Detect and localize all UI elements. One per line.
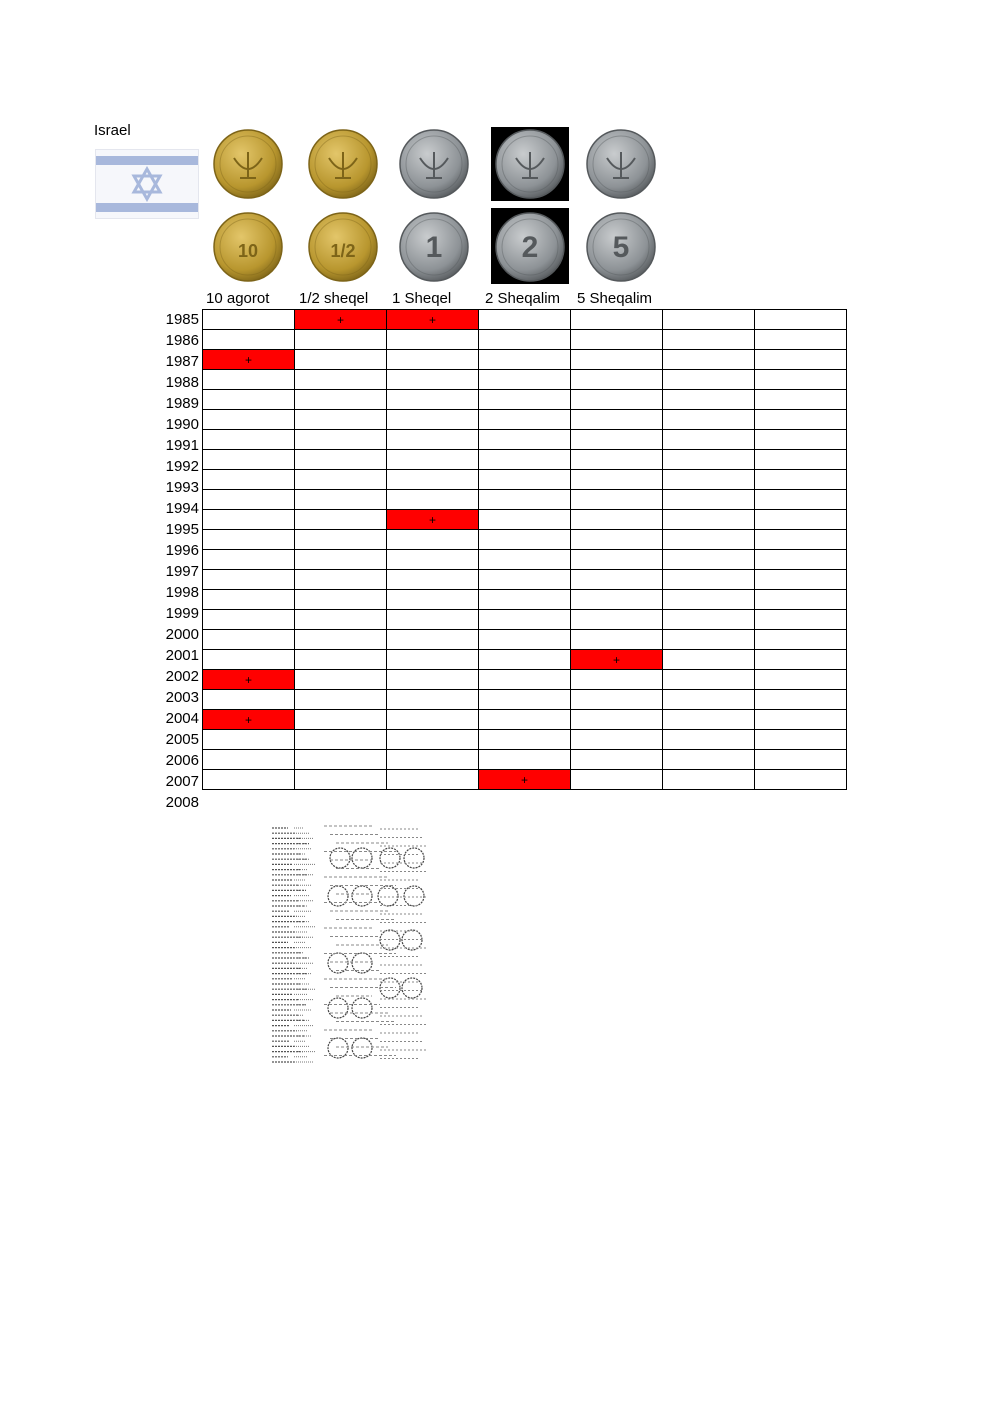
grid-cell <box>755 410 847 430</box>
grid-cell <box>663 750 755 770</box>
grid-cell <box>203 590 295 610</box>
year-label: 1988 <box>165 374 199 391</box>
table-row <box>203 730 847 750</box>
grid-cell <box>295 630 387 650</box>
grid-cell <box>203 690 295 710</box>
grid-cell <box>755 530 847 550</box>
table-row <box>203 710 847 730</box>
year-label: 1987 <box>165 353 199 370</box>
year-coin-grid <box>202 309 847 790</box>
grid-cell <box>479 370 571 390</box>
table-row <box>203 390 847 410</box>
grid-cell <box>571 370 663 390</box>
grid-cell <box>387 490 479 510</box>
grid-cell <box>479 350 571 370</box>
grid-cell <box>387 530 479 550</box>
grid-cell <box>663 390 755 410</box>
coin-reverse-icon <box>307 211 379 283</box>
grid-cell <box>571 770 663 790</box>
grid-cell <box>295 570 387 590</box>
grid-cell <box>203 410 295 430</box>
marked-cell: + <box>571 650 663 670</box>
grid-cell <box>295 590 387 610</box>
grid-cell <box>755 390 847 410</box>
grid-cell <box>755 450 847 470</box>
year-label: 1996 <box>165 542 199 559</box>
year-label: 1990 <box>165 416 199 433</box>
table-row <box>203 670 847 690</box>
year-label: 1985 <box>165 311 199 328</box>
grid-cell <box>663 470 755 490</box>
year-label: 1995 <box>165 521 199 538</box>
grid-cell <box>479 710 571 730</box>
grid-cell <box>755 750 847 770</box>
table-row <box>203 470 847 490</box>
grid-cell <box>571 350 663 370</box>
grid-cell <box>295 390 387 410</box>
grid-cell <box>571 530 663 550</box>
coin-denomination-text: 2 <box>521 231 539 264</box>
grid-cell <box>387 550 479 570</box>
grid-cell <box>755 690 847 710</box>
grid-cell <box>571 490 663 510</box>
coin-reverse-icon <box>212 211 284 283</box>
grid-cell <box>571 390 663 410</box>
grid-cell <box>663 490 755 510</box>
grid-cell <box>479 590 571 610</box>
year-label: 2000 <box>165 626 199 643</box>
grid-cell <box>203 490 295 510</box>
year-label: 1994 <box>165 500 199 517</box>
table-row <box>203 630 847 650</box>
grid-cell <box>295 490 387 510</box>
grid-cell <box>387 450 479 470</box>
marked-cell: + <box>479 770 571 790</box>
column-header: 1/2 sheqel <box>299 290 369 307</box>
grid-cell <box>387 750 479 770</box>
israel-flag-icon <box>95 149 199 219</box>
grid-cell <box>755 310 847 330</box>
year-label: 1997 <box>165 563 199 580</box>
grid-cell <box>203 650 295 670</box>
grid-cell <box>663 310 755 330</box>
grid-cell <box>387 330 479 350</box>
grid-cell <box>203 530 295 550</box>
grid-cell <box>663 630 755 650</box>
year-label: 1991 <box>165 437 199 454</box>
grid-cell <box>663 570 755 590</box>
grid-cell <box>663 530 755 550</box>
grid-cell <box>571 510 663 530</box>
grid-cell <box>295 610 387 630</box>
grid-cell <box>663 430 755 450</box>
grid-cell <box>387 770 479 790</box>
year-label: 1986 <box>165 332 199 349</box>
table-row <box>203 350 847 370</box>
table-row <box>203 690 847 710</box>
column-header: 1 Sheqel <box>392 290 452 307</box>
grid-cell <box>479 490 571 510</box>
grid-cell <box>663 610 755 630</box>
table-row <box>203 770 847 790</box>
marked-cell: + <box>387 310 479 330</box>
grid-cell <box>663 590 755 610</box>
grid-cell <box>755 330 847 350</box>
grid-cell <box>203 610 295 630</box>
grid-cell <box>755 590 847 610</box>
grid-cell <box>663 510 755 530</box>
grid-cell <box>571 630 663 650</box>
table-row <box>203 370 847 390</box>
grid-cell <box>571 670 663 690</box>
marked-cell: + <box>295 310 387 330</box>
grid-cell <box>203 370 295 390</box>
coin-reverse-icon <box>398 211 470 283</box>
grid-cell <box>203 330 295 350</box>
year-label: 2008 <box>165 794 199 811</box>
table-row <box>203 310 847 330</box>
grid-cell <box>571 690 663 710</box>
grid-cell <box>295 750 387 770</box>
grid-cell <box>295 410 387 430</box>
year-label: 1999 <box>165 605 199 622</box>
grid-cell <box>387 690 479 710</box>
grid-cell <box>203 730 295 750</box>
lily-icon <box>398 128 470 200</box>
grid-cell <box>755 670 847 690</box>
table-row <box>203 490 847 510</box>
grid-cell <box>387 710 479 730</box>
grid-cell <box>571 610 663 630</box>
table-row <box>203 330 847 350</box>
column-header: 5 Sheqalim <box>577 290 653 307</box>
coin-denomination-text: 10 <box>237 241 259 261</box>
grid-cell <box>203 570 295 590</box>
table-row <box>203 550 847 570</box>
grid-cell <box>479 510 571 530</box>
year-label: 2001 <box>165 647 199 664</box>
grid-cell <box>387 470 479 490</box>
grid-cell <box>571 470 663 490</box>
grid-cell <box>571 310 663 330</box>
table-row <box>203 450 847 470</box>
marked-cell: + <box>203 710 295 730</box>
table-row <box>203 610 847 630</box>
grid-cell <box>571 750 663 770</box>
year-label: 1993 <box>165 479 199 496</box>
grid-cell <box>755 610 847 630</box>
coin-reverse-icon <box>494 211 566 283</box>
grid-cell <box>387 730 479 750</box>
horns-icon <box>494 128 566 200</box>
grid-cell <box>479 630 571 650</box>
grid-cell <box>663 690 755 710</box>
grid-cell <box>663 550 755 570</box>
grid-cell <box>295 530 387 550</box>
grid-cell <box>755 550 847 570</box>
grid-cell <box>479 310 571 330</box>
grid-cell <box>479 610 571 630</box>
grid-cell <box>755 710 847 730</box>
table-row <box>203 510 847 530</box>
grid-cell <box>203 750 295 770</box>
table-row <box>203 410 847 430</box>
grid-cell <box>295 550 387 570</box>
grid-cell <box>571 330 663 350</box>
year-label: 1989 <box>165 395 199 412</box>
marked-cell: + <box>387 510 479 530</box>
grid-cell <box>387 430 479 450</box>
coin-denomination-text: 1 <box>425 231 443 264</box>
column-header: 2 Sheqalim <box>485 290 561 307</box>
table-row <box>203 570 847 590</box>
country-title: Israel <box>94 122 131 139</box>
grid-cell <box>755 470 847 490</box>
grid-cell <box>203 770 295 790</box>
year-label: 2007 <box>165 773 199 790</box>
grid-cell <box>479 730 571 750</box>
grid-cell <box>663 710 755 730</box>
grid-cell <box>387 670 479 690</box>
year-label: 2005 <box>165 731 199 748</box>
grid-cell <box>663 370 755 390</box>
grid-cell <box>663 330 755 350</box>
year-label: 1998 <box>165 584 199 601</box>
grid-cell <box>387 370 479 390</box>
grid-cell <box>663 770 755 790</box>
grid-cell <box>755 570 847 590</box>
year-label: 2004 <box>165 710 199 727</box>
year-label: 2002 <box>165 668 199 685</box>
grid-cell <box>755 510 847 530</box>
grid-cell <box>479 750 571 770</box>
grid-cell <box>663 650 755 670</box>
grid-cell <box>663 670 755 690</box>
grid-cell <box>571 710 663 730</box>
grid-cell <box>295 330 387 350</box>
marked-cell: + <box>203 350 295 370</box>
grid-cell <box>387 350 479 370</box>
grid-cell <box>663 410 755 430</box>
grid-cell <box>295 450 387 470</box>
grid-cell <box>755 770 847 790</box>
grid-cell <box>387 610 479 630</box>
grid-cell <box>479 530 571 550</box>
grid-cell <box>571 590 663 610</box>
grid-cell <box>663 730 755 750</box>
grid-cell <box>203 310 295 330</box>
grid-cell <box>295 650 387 670</box>
grid-cell <box>387 410 479 430</box>
grid-cell <box>571 550 663 570</box>
coin-denomination-text: 1/2 <box>330 241 356 261</box>
grid-cell <box>755 490 847 510</box>
year-label: 2006 <box>165 752 199 769</box>
grid-cell <box>295 670 387 690</box>
grid-cell <box>479 470 571 490</box>
catalog-page-scan-icon <box>268 818 434 1068</box>
grid-cell <box>295 690 387 710</box>
grid-cell <box>571 410 663 430</box>
grid-cell <box>479 670 571 690</box>
grid-cell <box>479 550 571 570</box>
grid-cell <box>203 390 295 410</box>
grid-cell <box>295 430 387 450</box>
grid-cell <box>571 730 663 750</box>
column-header: 10 agorot <box>206 290 270 307</box>
grid-cell <box>571 430 663 450</box>
menorah-icon <box>212 128 284 200</box>
grid-cell <box>387 570 479 590</box>
grid-cell <box>203 550 295 570</box>
grid-cell <box>571 450 663 470</box>
grid-cell <box>755 630 847 650</box>
grid-cell <box>387 590 479 610</box>
coin-denomination-text: 5 <box>612 231 630 264</box>
grid-cell <box>203 630 295 650</box>
grid-cell <box>755 370 847 390</box>
grid-cell <box>203 510 295 530</box>
grid-cell <box>755 350 847 370</box>
grid-cell <box>295 470 387 490</box>
grid-cell <box>663 350 755 370</box>
grid-cell <box>387 390 479 410</box>
table-row <box>203 650 847 670</box>
table-row <box>203 590 847 610</box>
grid-cell <box>663 450 755 470</box>
table-row <box>203 750 847 770</box>
capital-icon <box>585 128 657 200</box>
grid-cell <box>479 390 571 410</box>
grid-cell <box>755 430 847 450</box>
grid-cell <box>203 470 295 490</box>
marked-cell: + <box>203 670 295 690</box>
grid-cell <box>479 650 571 670</box>
grid-cell <box>755 730 847 750</box>
grid-cell <box>479 410 571 430</box>
year-label: 2003 <box>165 689 199 706</box>
grid-cell <box>295 510 387 530</box>
grid-cell <box>295 350 387 370</box>
grid-cell <box>571 570 663 590</box>
table-row <box>203 430 847 450</box>
grid-cell <box>203 450 295 470</box>
lyre-icon <box>307 128 379 200</box>
grid-cell <box>387 650 479 670</box>
grid-cell <box>479 330 571 350</box>
grid-cell <box>479 450 571 470</box>
table-row <box>203 530 847 550</box>
grid-cell <box>295 770 387 790</box>
grid-cell <box>387 630 479 650</box>
grid-cell <box>479 690 571 710</box>
grid-cell <box>755 650 847 670</box>
grid-cell <box>295 730 387 750</box>
grid-cell <box>479 430 571 450</box>
grid-cell <box>295 370 387 390</box>
year-label: 1992 <box>165 458 199 475</box>
grid-cell <box>295 710 387 730</box>
grid-cell <box>203 430 295 450</box>
grid-cell <box>479 570 571 590</box>
coin-reverse-icon <box>585 211 657 283</box>
